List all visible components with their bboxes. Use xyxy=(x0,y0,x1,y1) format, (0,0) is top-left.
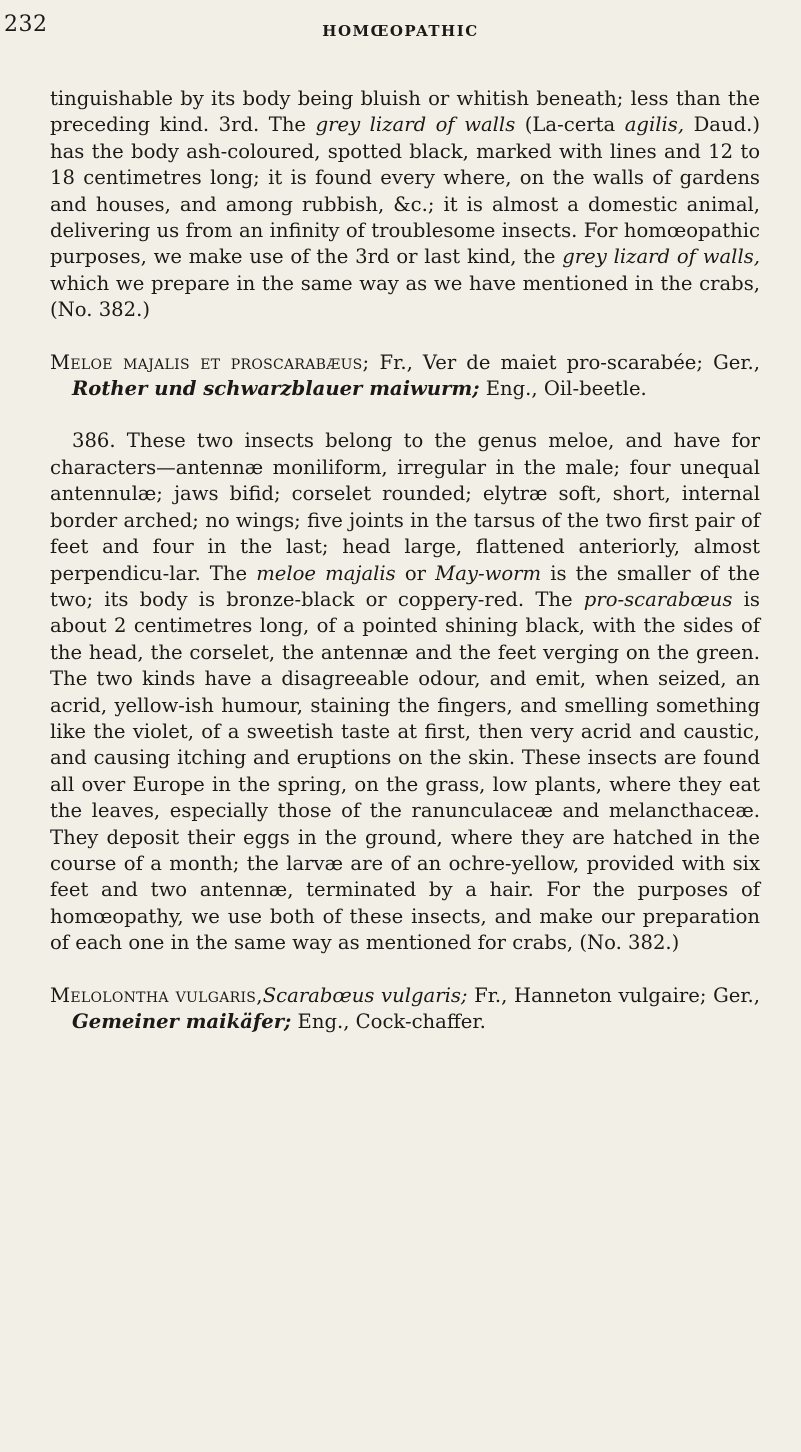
paragraph-386 xyxy=(50,428,760,956)
italic-term: May-worm xyxy=(435,561,542,585)
text-run: or xyxy=(395,561,436,585)
running-head: HOMŒOPATHIC xyxy=(322,22,479,40)
italic-term: Gemeiner maikäfer; xyxy=(72,1010,292,1033)
page-header xyxy=(0,12,801,52)
entry-heading: Meloe majalis et proscarabæus; xyxy=(50,350,370,374)
entry-heading: Melolontha vulgaris, xyxy=(50,983,263,1007)
text-run: Fr., Ver de maiet pro-scarabée; Ger., xyxy=(369,350,761,374)
text-run: tinguishable by its body being bluish or whitish beneath; less than the preceding kind. 3rd. The xyxy=(50,87,760,137)
text-run: Eng., Cock-chaffer. xyxy=(291,1010,486,1033)
page-body xyxy=(50,86,760,1061)
text-run: which we prepare in the same way as we have mentioned in the crabs, (No. 382.) xyxy=(50,271,760,322)
entry-melolontha xyxy=(50,983,760,1036)
italic-term: Scarabœus vulgaris; xyxy=(262,983,468,1007)
text-run: is the smaller of the two; its body is bronze-black or coppery-red. The xyxy=(50,561,761,611)
italic-term: grey lizard of walls xyxy=(315,113,516,137)
text-run: is about 2 centimetres long, of a pointed shining black, with the sides of the head, the corselet, the antennæ and the feet verging on the green. The two kinds have a disagreeable odour, and emit, when seized, an acrid, yellow-ish humour, staining the fingers, and smelling something like the violet, of a sweetish taste at first, then very acrid and caustic, and causing itching and eruptions on the skin. These insects are found all over Europe in the spring, on the grass, low plants, where they eat the leaves, especially those of the ranunculaceæ and melancthaceæ. They deposit their eggs in the ground, where they are hatched in the course of a month; the larvæ are of an ochre-yellow, provided with six feet and two antennæ, terminated by a hair. For the purposes of homœopathy, we use both of these insects, and make our preparation of each one in the same way as mentioned for crabs, (No. 382.) xyxy=(50,587,760,955)
entry-meloe xyxy=(50,350,760,403)
text-run: Fr., Hanneton vulgaire; Ger., xyxy=(467,983,761,1007)
italic-term: agilis, xyxy=(624,113,685,137)
italic-term: grey lizard of walls, xyxy=(562,245,760,269)
text-run: Eng., Oil-beetle. xyxy=(479,377,647,401)
italic-term: meloe majalis xyxy=(256,561,396,585)
italic-term: Rother und schwarzblauer maiwurm; xyxy=(72,377,480,401)
text-run: Daud.) has the body ash-coloured, spotted black, marked with lines and 12 to 18 centimetres long; it is found every where, on the walls of gardens and houses, and among rubbish, &c.; it is almost a domestic animal, delivering us from an infinity of troublesome insects. For homœopathic purposes, we make use of the 3rd or last kind, the xyxy=(50,113,761,269)
paragraph-lizard xyxy=(50,86,760,324)
italic-term: pro-scarabœus xyxy=(583,587,733,611)
text-run: (La-certa xyxy=(515,113,625,137)
text-run: 386. These two insects belong to the genus meloe, and have for characters—antennæ moniliform, irregular in the male; four unequal antennulæ; jaws bifid; corselet rounded; elytræ soft, short, internal border arched; no wings; five joints in the tarsus of the two first pair of feet and four in the last; head large, flattened anteriorly, almost perpendicu-lar. The xyxy=(50,429,760,585)
page-number: 232 xyxy=(4,12,48,37)
